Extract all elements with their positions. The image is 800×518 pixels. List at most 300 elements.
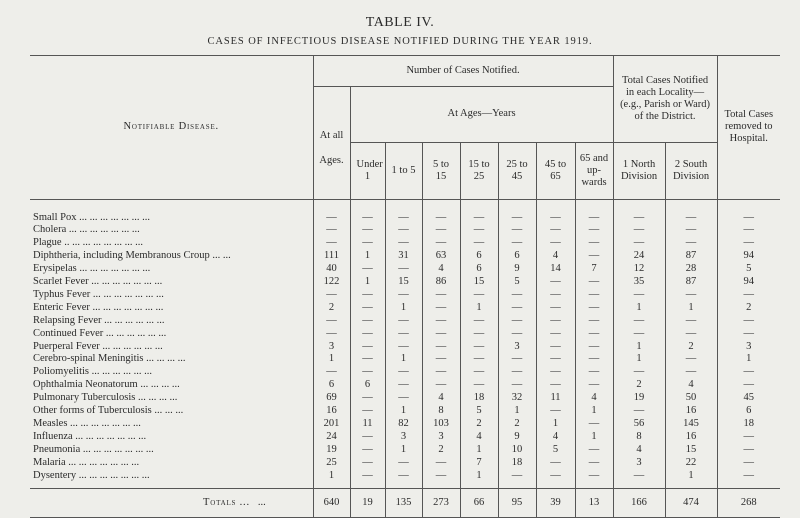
table-cell: — [613, 405, 665, 418]
table-cell: — [460, 366, 498, 379]
table-row [30, 418, 780, 431]
table-cell: 10 [498, 444, 536, 457]
dot-leader: ... ... ... ... ... ... [76, 456, 140, 468]
table-cell: 145 [665, 418, 717, 431]
disease-name: Plague .. ... ... ... ... ... ... ... [33, 237, 143, 249]
dot-leader: ... ... ... ... ... ... ... [66, 224, 140, 236]
dot-leader: ... ... ... ... ... ... [99, 276, 163, 288]
table-cell: 1 [613, 302, 665, 315]
table-cell: 45 [717, 392, 780, 405]
table-cell: — [313, 366, 350, 379]
table-row [30, 366, 780, 379]
totals-row [30, 488, 780, 517]
table-cell: — [385, 315, 422, 328]
header-total-locality: Total Cases Notified in each Locality—(e.g., Parish or Ward) of the District. [613, 56, 717, 143]
table-cell: 8 [422, 405, 460, 418]
table-cell: 1 [498, 405, 536, 418]
disease-name: Influenza ... ... ... ... ... ... ... [33, 430, 147, 442]
disease-name: Erysipelas ... ... ... ... ... ... ... [33, 263, 151, 275]
header-at-ages-years: At Ages—Years [350, 87, 613, 143]
table-cell: 11 [350, 418, 385, 431]
table-cell: — [717, 289, 780, 302]
table-cell: 19 [313, 444, 350, 457]
disease-name: Diphtheria, including Membranous Croup ... ... [33, 250, 231, 262]
table-cell: — [717, 431, 780, 444]
disease-name: Cerebro-spinal Meningitis ... ... ... ... [33, 353, 186, 365]
dot-leader: ... ... ... ... ... ... ... [76, 469, 150, 481]
table-cell: — [350, 212, 385, 225]
table-cell: — [498, 302, 536, 315]
table-row [30, 405, 780, 418]
table-cell: 1 [575, 431, 613, 444]
disease-name: Puerperal Fever ... ... ... ... ... ... [33, 340, 163, 352]
table-cell: 13 [575, 488, 613, 517]
table-cell: — [536, 302, 575, 315]
table-cell: — [536, 315, 575, 328]
table-cell: 111 [313, 250, 350, 263]
table-cell: — [350, 366, 385, 379]
table-cell: — [422, 315, 460, 328]
table-cell: — [575, 457, 613, 470]
table-cell: — [498, 212, 536, 225]
table-cell: — [350, 315, 385, 328]
table-title: TABLE IV. [365, 15, 435, 30]
dot-leader: ... [257, 496, 266, 508]
table-body [30, 199, 780, 517]
header-total-removed: Total Cases removed to Hospital. [717, 56, 780, 200]
table-cell: — [717, 237, 780, 250]
table-cell: 1 [575, 405, 613, 418]
table-cell: — [385, 470, 422, 483]
dot-leader: ... ... ... ... [137, 379, 180, 391]
table-cell: — [350, 289, 385, 302]
table-cell: 1 [350, 250, 385, 263]
totals-label: Totals ... ... [30, 488, 313, 517]
table-row [30, 224, 780, 237]
table-cell: — [717, 379, 780, 392]
table-cell: 268 [717, 488, 780, 517]
table-cell: 4 [536, 250, 575, 263]
table-cell: 94 [717, 276, 780, 289]
table-cell: 18 [717, 418, 780, 431]
table-cell: — [536, 366, 575, 379]
table-cell: 166 [613, 488, 665, 517]
table-cell: — [385, 224, 422, 237]
table-cell: 1 [613, 341, 665, 354]
table-cell: — [498, 289, 536, 302]
table-cell: — [460, 224, 498, 237]
table-cell: — [613, 212, 665, 225]
table-cell: 6 [460, 263, 498, 276]
disease-name: Other forms of Tuberculosis ... ... ... [33, 405, 184, 417]
table-cell: 1 [460, 302, 498, 315]
header-locality: 2 South Division [665, 142, 717, 199]
table-row [30, 212, 780, 225]
disease-name: Small Pox ... ... ... ... ... ... ... [33, 211, 150, 223]
table-cell: — [575, 276, 613, 289]
dot-leader: ... ... [162, 405, 184, 417]
table-row [30, 237, 780, 250]
table-cell: 39 [536, 488, 575, 517]
table-cell: — [613, 224, 665, 237]
table-cell: — [422, 302, 460, 315]
table-cell: — [717, 470, 780, 483]
table-cell: — [536, 457, 575, 470]
table-cell: — [575, 379, 613, 392]
table-cell: — [575, 237, 613, 250]
table-cell: — [350, 405, 385, 418]
table-cell: 5 [717, 263, 780, 276]
table-cell: — [717, 212, 780, 225]
table-cell: 2 [460, 418, 498, 431]
table-cell: — [575, 289, 613, 302]
table-cell: — [313, 328, 350, 341]
table-cell: — [498, 379, 536, 392]
table-cell: 1 [665, 302, 717, 315]
disease-name: Scarlet Fever ... ... ... ... ... ... ... [33, 276, 163, 288]
dot-leader: ... ... ... ... ... ... [99, 340, 163, 352]
table-cell: — [665, 315, 717, 328]
dot-leader: ... [220, 250, 231, 262]
table-cell: 1 [717, 353, 780, 366]
disease-name: Pneumonia ... ... ... ... ... ... ... [33, 443, 154, 455]
table-cell: 8 [613, 431, 665, 444]
table-cell: — [665, 237, 717, 250]
table-cell: — [717, 328, 780, 341]
table-row [30, 392, 780, 405]
table-cell: — [536, 470, 575, 483]
table-cell: — [498, 366, 536, 379]
table-cell: 1 [385, 353, 422, 366]
table-cell: — [350, 457, 385, 470]
table-cell: — [313, 237, 350, 250]
table-row [30, 341, 780, 354]
table-cell: — [575, 212, 613, 225]
table-cell: 640 [313, 488, 350, 517]
table-cell: — [665, 366, 717, 379]
table-cell: 16 [665, 431, 717, 444]
table-cell: 5 [460, 405, 498, 418]
table-cell: — [422, 289, 460, 302]
table-cell: — [717, 224, 780, 237]
table-cell: — [575, 444, 613, 457]
table-cell: 15 [460, 276, 498, 289]
table-cell: 1 [460, 470, 498, 483]
table-cell: 11 [536, 392, 575, 405]
table-cell: 40 [313, 263, 350, 276]
table-row [30, 328, 780, 341]
table-cell: 6 [350, 379, 385, 392]
table-cell: 201 [313, 418, 350, 431]
table-cell: — [350, 444, 385, 457]
table-row [30, 302, 780, 315]
table-cell: 1 [385, 405, 422, 418]
table-cell: 16 [665, 405, 717, 418]
dot-leader: ... ... ... ... [135, 392, 178, 404]
table-cell: — [717, 444, 780, 457]
table-cell: 2 [613, 379, 665, 392]
table-cell: 28 [665, 263, 717, 276]
table-cell: — [536, 237, 575, 250]
disease-name: Measles ... ... ... ... ... ... ... [33, 418, 141, 429]
table-cell: 1 [460, 444, 498, 457]
table-cell: — [536, 341, 575, 354]
table-cell: 2 [717, 302, 780, 315]
table-cell: 16 [313, 405, 350, 418]
dot-leader: ... ... ... ... ... ... [100, 288, 164, 300]
table-cell: 3 [385, 431, 422, 444]
dot-leader: ... ... ... ... ... ... [100, 301, 164, 313]
table-cell: — [422, 237, 460, 250]
table-cell: — [665, 212, 717, 225]
table-cell: 4 [665, 379, 717, 392]
table-cell: — [385, 457, 422, 470]
table-cell: — [385, 366, 422, 379]
table-cell: — [575, 328, 613, 341]
table-cell: — [385, 237, 422, 250]
header-age-band: 5 to 15 [422, 142, 460, 199]
dot-leader: ... ... ... ... [143, 353, 186, 365]
table-cell: — [613, 328, 665, 341]
table-cell: — [498, 470, 536, 483]
table-cell: — [385, 392, 422, 405]
table-cell: 1 [665, 470, 717, 483]
table-cell: 24 [313, 431, 350, 444]
table-cell: 31 [385, 250, 422, 263]
table-cell: — [613, 366, 665, 379]
header-at-all: At all [313, 87, 350, 143]
table-cell: — [422, 366, 460, 379]
table-row [30, 379, 780, 392]
table-cell: — [665, 353, 717, 366]
table-cell: — [422, 457, 460, 470]
header-age-band: 65 and up-wards [575, 142, 613, 199]
table-cell: 7 [575, 263, 613, 276]
table-cell: 22 [665, 457, 717, 470]
table-cell: 4 [422, 392, 460, 405]
table-cell: — [536, 212, 575, 225]
table-cell: 86 [422, 276, 460, 289]
table-row [30, 263, 780, 276]
table-cell: — [575, 470, 613, 483]
table-cell: — [536, 379, 575, 392]
table-cell: 3 [498, 341, 536, 354]
table-row [30, 457, 780, 470]
table-cell: — [665, 289, 717, 302]
table-cell: — [536, 328, 575, 341]
dot-leader: ... ... ... ... ... ... ... [69, 237, 143, 249]
table-cell: — [575, 250, 613, 263]
header-age-band: 25 to 45 [498, 142, 536, 199]
table-cell: — [313, 212, 350, 225]
dot-leader: ... ... ... ... ... ... ... [76, 211, 150, 223]
table-cell: 103 [422, 418, 460, 431]
table-cell: 87 [665, 250, 717, 263]
table-subtitle: CASES OF INFECTIOUS DISEASE NOTIFIED DURING THE YEAR 1919. [207, 36, 593, 47]
table-cell: — [717, 457, 780, 470]
table-cell: — [498, 353, 536, 366]
table-cell: 56 [613, 418, 665, 431]
table-cell: 19 [350, 488, 385, 517]
table-cell: — [350, 470, 385, 483]
table-cell: — [665, 328, 717, 341]
table-cell: — [575, 315, 613, 328]
table-cell: — [717, 315, 780, 328]
table-cell: — [575, 418, 613, 431]
table-cell: 82 [385, 418, 422, 431]
dot-leader: ... ... ... ... ... ... [101, 314, 165, 326]
table-cell: 15 [665, 444, 717, 457]
table-cell: 1 [385, 302, 422, 315]
table-cell: — [498, 328, 536, 341]
table-cell: — [536, 224, 575, 237]
infectious-disease-table [30, 55, 780, 518]
table-cell: 4 [460, 431, 498, 444]
table-cell: — [313, 289, 350, 302]
table-cell: 19 [613, 392, 665, 405]
header-locality: 1 North Division [613, 142, 665, 199]
table-cell: 5 [536, 444, 575, 457]
table-row [30, 444, 780, 457]
table-cell: — [613, 470, 665, 483]
table-cell: 4 [536, 431, 575, 444]
table-cell: — [385, 263, 422, 276]
table-cell: 6 [717, 405, 780, 418]
disease-name: Poliomyelitis ... ... ... ... ... ... [33, 366, 153, 378]
table-cell: — [575, 353, 613, 366]
table-cell: — [350, 353, 385, 366]
table-cell: 135 [385, 488, 422, 517]
table-cell: — [422, 341, 460, 354]
table-cell: — [350, 302, 385, 315]
table-cell: 6 [313, 379, 350, 392]
table-cell: — [460, 289, 498, 302]
table-cell: — [717, 366, 780, 379]
disease-name: Ophthalmia Neonatorum ... ... ... ... [33, 379, 180, 391]
table-cell: 2 [422, 444, 460, 457]
dot-leader: ... ... ... ... ... ... ... [80, 443, 154, 455]
table-cell: — [575, 366, 613, 379]
table-cell: 66 [460, 488, 498, 517]
header-number-notified: Number of Cases Notified. [313, 56, 613, 87]
table-cell: 14 [536, 263, 575, 276]
table-row [30, 470, 780, 483]
table-cell: — [665, 224, 717, 237]
table-cell: 1 [385, 444, 422, 457]
table-cell: — [536, 276, 575, 289]
table-cell: 4 [422, 263, 460, 276]
table-cell: — [422, 379, 460, 392]
table-cell: 69 [313, 392, 350, 405]
table-row [30, 431, 780, 444]
table-cell: 94 [717, 250, 780, 263]
table-cell: — [385, 289, 422, 302]
table-row [30, 315, 780, 328]
table-cell: 3 [422, 431, 460, 444]
table-cell: — [613, 289, 665, 302]
table-cell: — [422, 212, 460, 225]
header-disease: Notifiable Disease. [30, 56, 313, 200]
disease-name: Continued Fever ... ... ... ... ... ... [33, 327, 167, 339]
table-cell: — [350, 328, 385, 341]
table-cell: 50 [665, 392, 717, 405]
table-cell: — [575, 302, 613, 315]
table-cell: 4 [613, 444, 665, 457]
table-cell: 15 [385, 276, 422, 289]
table-cell: — [498, 315, 536, 328]
header-age-band: Under 1 [350, 142, 385, 199]
table-cell: — [313, 315, 350, 328]
table-cell: — [422, 470, 460, 483]
table-cell: 2 [313, 302, 350, 315]
table-cell: — [536, 405, 575, 418]
table-cell: — [460, 328, 498, 341]
table-cell: — [460, 341, 498, 354]
table-row [30, 289, 780, 302]
table-cell: — [385, 379, 422, 392]
table-cell: — [422, 328, 460, 341]
table-cell: 18 [460, 392, 498, 405]
header-ages: Ages. [313, 142, 350, 199]
table-row [30, 250, 780, 263]
header-age-band: 45 to 65 [536, 142, 575, 199]
table-cell: — [350, 341, 385, 354]
disease-name: Typhus Fever ... ... ... ... ... ... ... [33, 288, 164, 300]
header-age-band: 1 to 5 [385, 142, 422, 199]
table-cell: — [350, 237, 385, 250]
table-cell: 4 [575, 392, 613, 405]
table-cell: 63 [422, 250, 460, 263]
table-cell: 6 [460, 250, 498, 263]
table-cell: 474 [665, 488, 717, 517]
table-cell: — [385, 341, 422, 354]
table-cell: — [460, 353, 498, 366]
table-cell: 1 [350, 276, 385, 289]
table-cell: — [613, 237, 665, 250]
disease-name: Dysentery ... ... ... ... ... ... ... [33, 469, 150, 481]
table-cell: 25 [313, 457, 350, 470]
disease-name: Cholera ... ... ... ... ... ... ... [33, 224, 140, 236]
table-cell: — [313, 224, 350, 237]
dot-leader: ... ... ... ... ... ... [103, 327, 167, 339]
dot-leader: ... ... ... ... ... ... ... [76, 263, 151, 275]
disease-name: Pulmonary Tuberculosis ... ... ... ... [33, 392, 178, 404]
table-cell: — [350, 392, 385, 405]
table-cell: 1 [313, 353, 350, 366]
table-cell: — [385, 212, 422, 225]
disease-name: Malaria ... ... ... ... ... ... ... [33, 456, 140, 468]
table-cell: 32 [498, 392, 536, 405]
dot-leader: ... ... ... ... ... ... ... [67, 418, 141, 429]
table-cell: — [460, 212, 498, 225]
table-cell: 95 [498, 488, 536, 517]
header-age-band: 15 to 25 [460, 142, 498, 199]
dot-leader: ... ... ... ... ... ... [89, 366, 153, 378]
table-cell: — [385, 328, 422, 341]
table-cell: — [498, 224, 536, 237]
table-cell: 87 [665, 276, 717, 289]
table-row [30, 276, 780, 289]
table-cell: — [460, 237, 498, 250]
table-cell: 7 [460, 457, 498, 470]
table-cell: — [460, 315, 498, 328]
table-cell: 122 [313, 276, 350, 289]
table-cell: — [422, 353, 460, 366]
table-cell: 5 [498, 276, 536, 289]
table-cell: 9 [498, 263, 536, 276]
table-cell: 2 [665, 341, 717, 354]
table-cell: 12 [613, 263, 665, 276]
